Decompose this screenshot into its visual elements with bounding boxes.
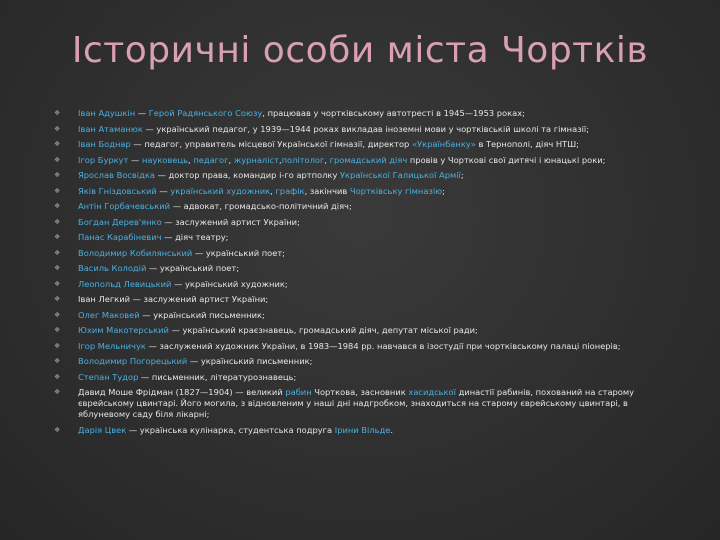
wiki-link[interactable]: Ігор Мельничук [78,340,146,351]
list-item [54,425,644,436]
wiki-link[interactable]: Іван Атаманюк [78,123,143,134]
bullet-icon: ❖ [54,279,61,288]
bullet-icon: ❖ [54,425,61,434]
wiki-link[interactable]: громадський діяч [329,154,408,165]
item-text: — письменник, літературознавець; [138,371,297,382]
item-text: — український письменник; [187,356,313,366]
bullet-icon: ❖ [54,372,61,381]
wiki-link[interactable]: хасидської [408,387,456,397]
item-text: в Тернополі, діяч НТШ; [475,139,579,149]
wiki-link[interactable]: Української Галицької Армії [340,170,461,180]
item-text: — педагог, управитель місцевої Української гімназії, директор [130,139,412,149]
wiki-link[interactable]: Ігор Буркут [78,154,129,165]
bullet-icon: ❖ [54,140,61,148]
list-item [54,356,644,367]
bullet-icon: ❖ [54,264,61,272]
item-text: династії рабинів, похований на старому єврейському цвинтарі. Його могила, з відновленим у наші дні надгробком, знаходиться на старому єврейському цвинтарі, в яблуневому саду біля лікарні; [78,387,635,420]
wiki-link[interactable]: Іван Адушкін [78,108,136,118]
bullet-icon: ❖ [54,217,61,226]
wiki-link[interactable]: Яків Гніздовський [78,185,157,196]
list-item [54,155,644,166]
bullet-icon: ❖ [54,109,61,117]
wiki-link[interactable]: Чортківську гімназію [349,185,443,196]
bullet-icon: ❖ [54,357,61,365]
bullet-icon: ❖ [54,186,61,195]
list-item [54,310,644,321]
item-text: — діяч театру; [161,232,229,242]
bullet-icon: ❖ [54,202,61,210]
wiki-link[interactable]: Василь Колодій [78,263,147,273]
item-text: , [270,185,276,196]
bullet-icon: ❖ [54,326,61,334]
wiki-link[interactable]: Степан Тудор [78,371,139,382]
item-text: Давид Моше Фрідман (1827—1904) — великий [78,387,286,397]
list-item [54,139,644,150]
list-item [54,279,644,290]
wiki-link[interactable]: рабин [285,387,312,397]
list-item [54,325,644,336]
item-text: — український поет; [146,263,240,273]
bullet-icon: ❖ [54,295,61,303]
list-item [54,170,644,181]
wiki-link[interactable]: Леопольд Левицький [78,278,172,289]
item-text: — заслужений артист України; [161,216,300,227]
wiki-link[interactable]: Дарія Цвек [78,424,127,435]
bullet-icon: ❖ [54,233,61,241]
item-text: ; [460,170,464,180]
wiki-link[interactable]: Панас Карабіневич [78,232,162,242]
item-text: , [278,154,282,165]
wiki-link[interactable]: Іван Боднар [78,139,131,149]
bullet-icon: ❖ [54,171,61,179]
item-text: — адвокат, громадсько-політичний діяч; [170,201,352,211]
item-text: , працював у чортківському автотресті в 1945—1953 роках; [262,108,525,118]
item-text: — [135,108,149,118]
wiki-link[interactable]: Богдан Дерев'янко [78,216,162,227]
item-text: , закінчив [304,185,350,196]
item-text: — українська кулінарка, студентська подруга [126,424,335,435]
wiki-link[interactable]: Олег Маковей [78,309,140,320]
wiki-link[interactable]: науковець [142,154,189,165]
slide-title: Історичні особи міста Чортків [71,30,649,71]
item-text: — [128,154,142,165]
wiki-link[interactable]: Ірини Вільде [334,424,391,435]
wiki-link[interactable]: Володимир Погорецький [78,356,188,366]
list-item [54,263,644,274]
item-text: Чорткова, засновник [311,387,409,397]
historical-figures-list [54,108,644,440]
list-item [54,248,644,259]
bullet-icon: ❖ [54,248,61,257]
item-text: , [324,154,330,165]
wiki-link[interactable]: Володимир Кобилянський [78,247,193,258]
list-item [54,294,644,305]
item-text: провів у Чорткові свої дитячі і юнацькі роки; [407,154,606,165]
item-text: , [228,154,234,165]
list-item [54,232,644,243]
bullet-icon: ❖ [54,124,61,133]
item-text: , [188,154,194,165]
item-text: — доктор права, командир і-го артполку [154,170,340,180]
item-text: — український педагог, у 1939—1944 роках викладав іноземні мови у чортківській школі та гімназії; [142,123,590,134]
item-text: — заслужений художник України, в 1983—1984 рр. навчався в ізостудії при чортківському палаці піонерів; [145,340,621,351]
list-item [54,387,644,421]
list-item [54,217,644,228]
item-text: — український письменник; [139,309,265,320]
wiki-link[interactable]: Ярослав Восвідка [78,170,155,180]
bullet-icon: ❖ [54,155,61,164]
list-item [54,372,644,383]
list-item [54,108,644,119]
wiki-link[interactable]: український художник [170,185,271,196]
item-text: ; [442,185,445,196]
wiki-link[interactable]: педагог [193,154,229,165]
wiki-link[interactable]: «Українбанку» [411,139,476,149]
item-text: — [156,185,171,196]
wiki-link[interactable]: Юхим Макотерський [78,325,169,335]
wiki-link[interactable]: Герой Радянського Союзу [148,108,263,118]
item-text: . [390,424,393,435]
wiki-link[interactable]: графік [275,185,305,196]
wiki-link[interactable]: Антін Горбачевський [78,201,171,211]
item-text: — український краєзнавець, громадський діяч, депутат міської ради; [168,325,478,335]
list-item [54,124,644,135]
item-text: — український поет; [192,247,285,258]
item-text: Іван Легкий — заслужений артист України; [78,294,269,304]
list-item [54,201,644,212]
bullet-icon: ❖ [54,341,61,350]
wiki-link[interactable]: журналіст [233,154,279,165]
bullet-icon: ❖ [54,388,61,396]
bullet-icon: ❖ [54,310,61,319]
wiki-link[interactable]: політолог [281,154,325,165]
list-item [54,186,644,197]
item-text: — український художник; [171,278,288,289]
list-item [54,341,644,352]
